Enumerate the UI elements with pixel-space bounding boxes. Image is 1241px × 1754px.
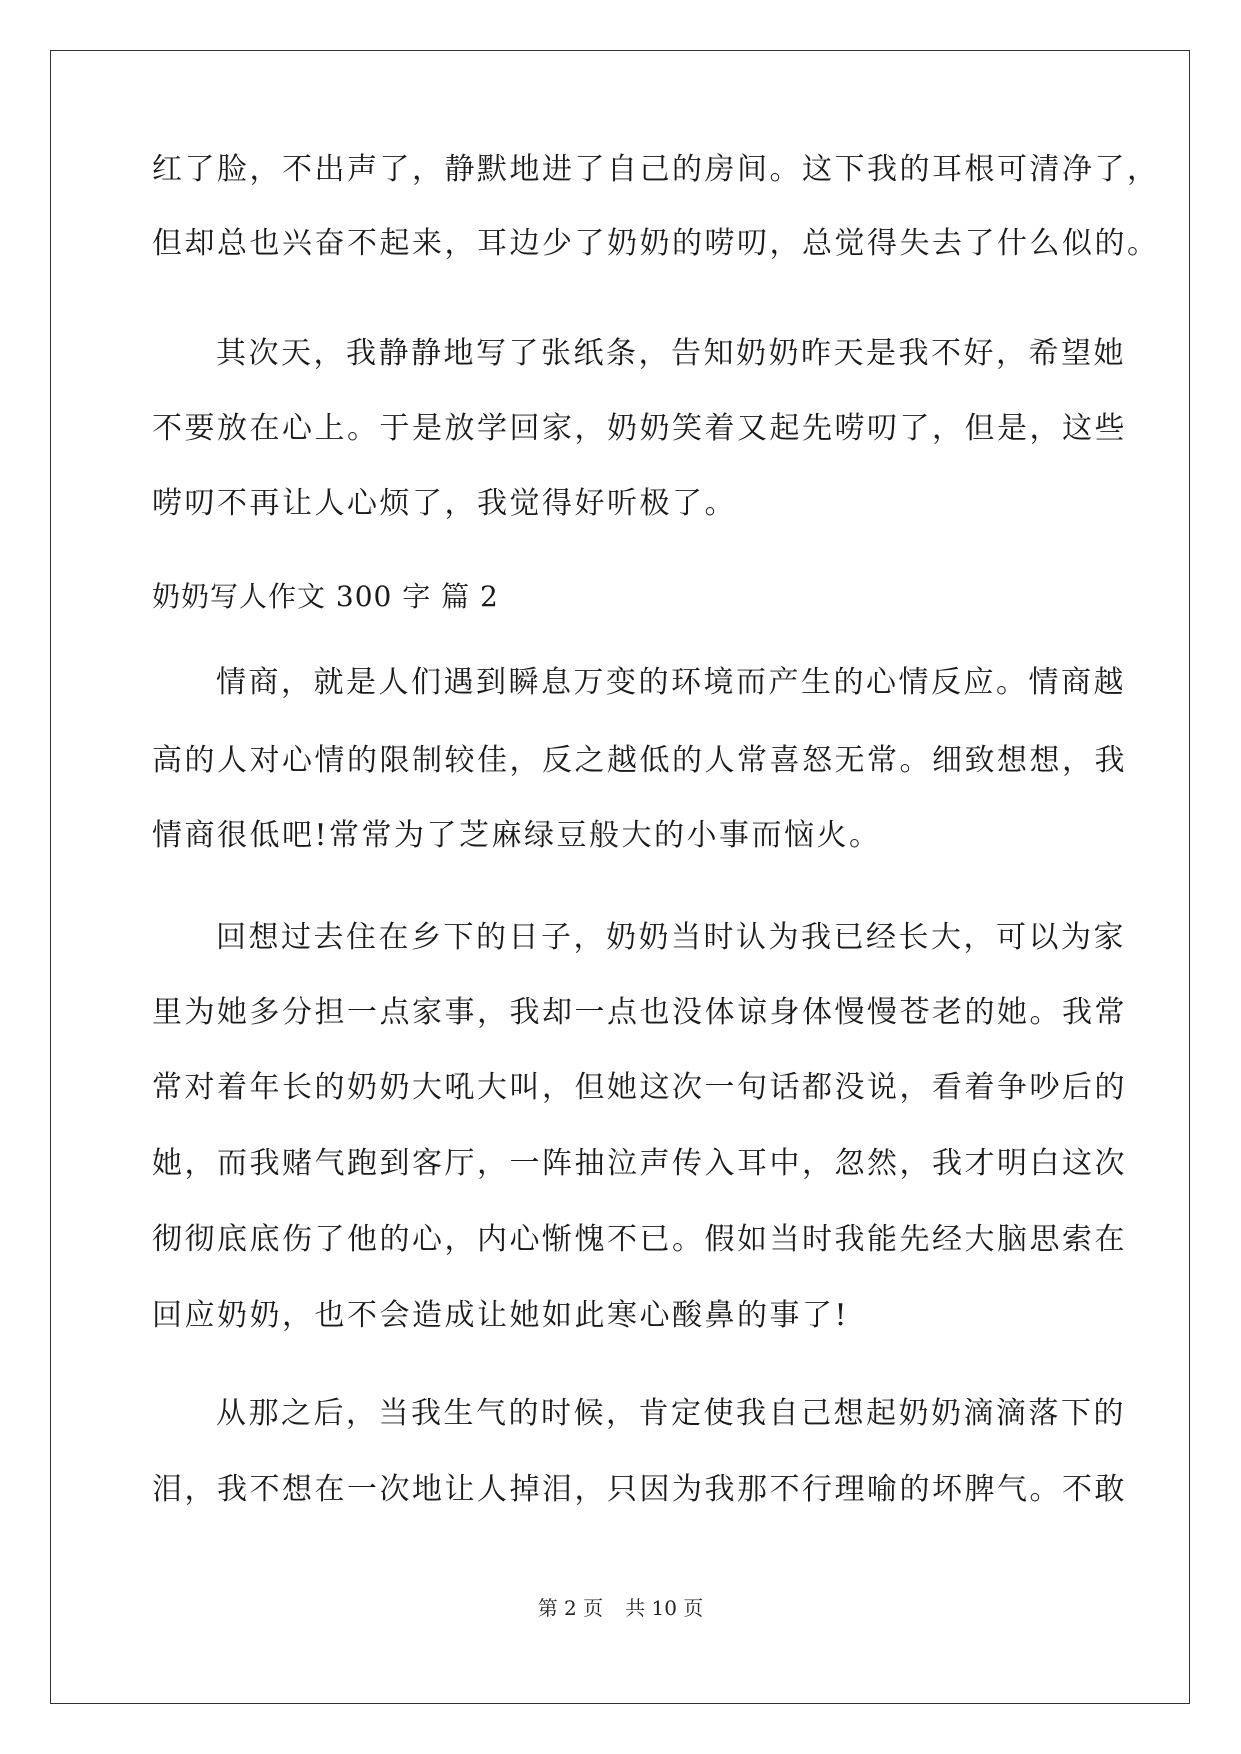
page-footer xyxy=(0,1596,1241,1620)
paragraph-line: 常对着年长的奶奶大吼大叫，但她这次一句话都没说，看着争吵后的 xyxy=(152,1070,1127,1105)
paragraph-line: 红了脸，不出声了，静默地进了自己的房间。这下我的耳根可清净了， xyxy=(152,152,1160,187)
paragraph-line: 不要放在心上。于是放学回家，奶奶笑着又起先唠叨了，但是，这些 xyxy=(152,411,1127,446)
paragraph-line: 泪，我不想在一次地让人掉泪，只因为我那不行理喻的坏脾气。不敢 xyxy=(152,1472,1127,1507)
paragraph-line: 高的人对心情的限制较佳，反之越低的人常喜怒无常。细致想想，我 xyxy=(152,743,1127,778)
paragraph-line: 回应奶奶，也不会造成让她如此寒心酸鼻的事了! xyxy=(152,1298,850,1333)
paragraph-line: 彻彻底底伤了他的心，内心惭愧不已。假如当时我能先经大脑思索在 xyxy=(152,1222,1127,1257)
paragraph-line: 其次天，我静静地写了张纸条，告知奶奶昨天是我不好，希望她 xyxy=(216,336,1126,371)
paragraph-line: 她，而我赌气跑到客厅，一阵抽泣声传入耳中，忽然，我才明白这次 xyxy=(152,1146,1127,1181)
page-border xyxy=(50,50,1190,1704)
essay-heading: 奶奶写人作文 300 字 篇 2 xyxy=(152,580,499,613)
paragraph-line: 回想过去住在乡下的日子，奶奶当时认为我已经长大，可以为家 xyxy=(216,920,1126,955)
paragraph-line: 但却总也兴奋不起来，耳边少了奶奶的唠叨，总觉得失去了什么似的。 xyxy=(152,226,1160,261)
paragraph-line: 里为她多分担一点家事，我却一点也没体谅身体慢慢苍老的她。我常 xyxy=(152,995,1127,1030)
paragraph-line: 从那之后，当我生气的时候，肯定使我自己想起奶奶滴滴落下的 xyxy=(216,1396,1126,1431)
paragraph-line: 情商，就是人们遇到瞬息万变的环境而产生的心情反应。情商越 xyxy=(216,665,1126,700)
page-number: 第 2 页 xyxy=(537,1596,604,1620)
paragraph-line: 情商很低吧!常常为了芝麻绿豆般大的小事而恼火。 xyxy=(152,818,882,853)
paragraph-line: 唠叨不再让人心烦了，我觉得好听极了。 xyxy=(152,486,737,521)
page-total: 共 10 页 xyxy=(625,1596,704,1620)
